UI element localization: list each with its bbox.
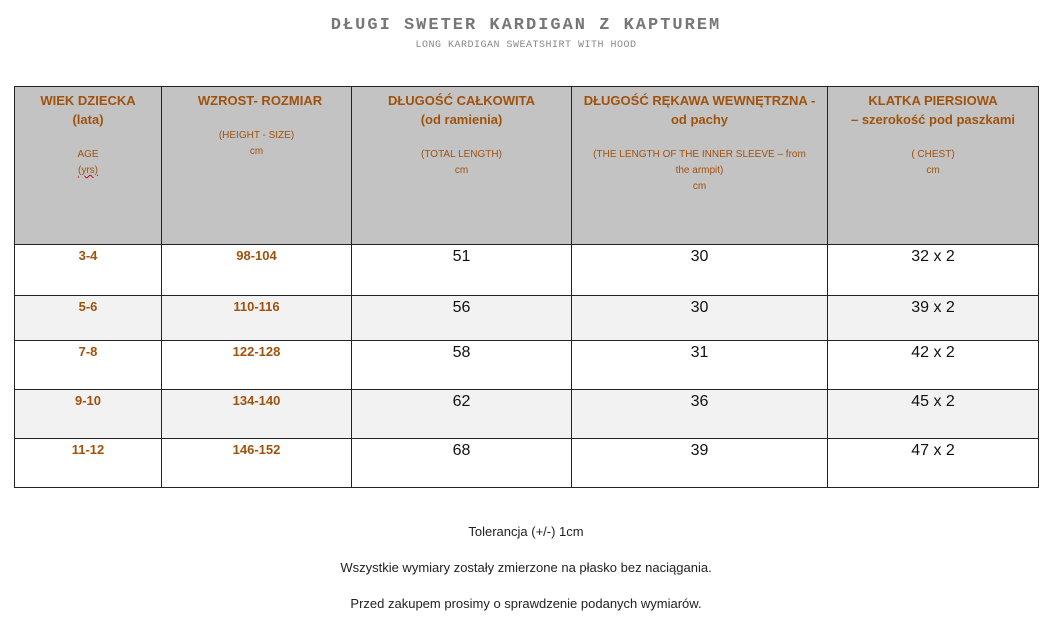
table-row: [15, 341, 1039, 390]
tolerance-note: Tolerancja (+/-) 1cm: [468, 524, 584, 539]
cell-sleeve: 39: [572, 439, 828, 488]
cell-age: 7-8: [15, 341, 162, 390]
header-height-size: WZROST- ROZMIAR (HEIGHT - SIZE) cm: [162, 87, 352, 245]
cell-sleeve: 36: [572, 390, 828, 439]
cell-chest: 47 x 2: [828, 439, 1039, 488]
cell-chest: 39 x 2: [828, 296, 1039, 341]
header-sleeve-length: DŁUGOŚĆ RĘKAWA WEWNĘTRZNA - od pachy (THE LENGTH OF THE INNER SLEEVE – from the armpit) cm: [572, 87, 828, 245]
cell-total-length: 62: [352, 390, 572, 439]
header-chest: KLATKA PIERSIOWA – szerokość pod paszkami ( CHEST) cm: [828, 87, 1039, 245]
table-row: [15, 439, 1039, 488]
cell-sleeve: 30: [572, 296, 828, 341]
cell-sleeve: 30: [572, 245, 828, 296]
cell-height: 122-128: [162, 341, 352, 390]
table-row: [15, 390, 1039, 439]
cell-age: 3-4: [15, 245, 162, 296]
cell-total-length: 51: [352, 245, 572, 296]
cell-age: 11-12: [15, 439, 162, 488]
table-header-row: [15, 87, 1039, 245]
cell-total-length: 68: [352, 439, 572, 488]
cell-height: 98-104: [162, 245, 352, 296]
cell-chest: 32 x 2: [828, 245, 1039, 296]
cell-age: 5-6: [15, 296, 162, 341]
size-table: [14, 86, 1039, 488]
check-note: Przed zakupem prosimy o sprawdzenie podanych wymiarów.: [350, 596, 702, 611]
cell-height: 146-152: [162, 439, 352, 488]
table-row: [15, 245, 1039, 296]
cell-total-length: 56: [352, 296, 572, 341]
cell-age: 9-10: [15, 390, 162, 439]
cell-sleeve: 31: [572, 341, 828, 390]
header-age: WIEK DZIECKA (lata) AGE (yrs): [15, 87, 162, 245]
cell-height: 134-140: [162, 390, 352, 439]
page-subtitle: LONG KARDIGAN SWEATSHIRT WITH HOOD: [415, 40, 637, 51]
table-row: [15, 296, 1039, 341]
cell-chest: 42 x 2: [828, 341, 1039, 390]
cell-height: 110-116: [162, 296, 352, 341]
cell-chest: 45 x 2: [828, 390, 1039, 439]
measurement-note: Wszystkie wymiary zostały zmierzone na płasko bez naciągania.: [340, 560, 712, 575]
cell-total-length: 58: [352, 341, 572, 390]
header-total-length: DŁUGOŚĆ CAŁKOWITA (od ramienia) (TOTAL LENGTH) cm: [352, 87, 572, 245]
page-title: DŁUGI SWETER KARDIGAN Z KAPTUREM: [330, 16, 722, 35]
